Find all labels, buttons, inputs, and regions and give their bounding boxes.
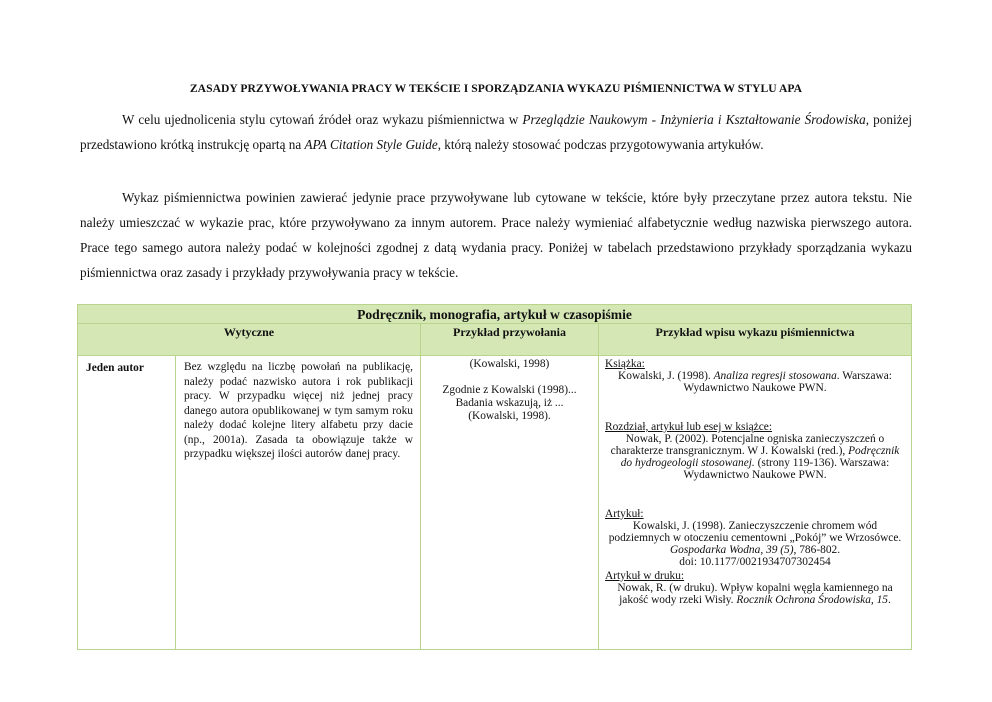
entry-label: Artykuł w druku: (605, 569, 685, 582)
journal-name: Przeglądzie Naukowym - Inżynieria i Kształtowanie Środowiska (522, 112, 866, 127)
entry-in-press (605, 570, 905, 607)
entry-text (605, 520, 905, 569)
entry-italic: Gospodarka Wodna, 39 (5), (669, 544, 797, 557)
page-title: ZASADY PRZYWOŁYWANIA PRACY W TEKŚCIE I SPORZĄDZANIA WYKAZU PIŚMIENNICTWA W STYLU APA (189, 82, 803, 95)
entry-label: Książka: (605, 358, 645, 370)
entry-text-a: Nowak, P. (2002). Potencjalne ogniska zanieczyszczeń o charakterze transgranicznym. W J. Kowalski (red.), (610, 432, 885, 458)
entry-italic: Rocznik Ochrona Środowiska, 15 (736, 594, 889, 607)
guideline-cell: Bez względu na liczbę powołań na publikację, należy podać nazwisko autora i rok publikacji pracy. W przypadku więcej niż jednej pracy danego autora opublikowanej w tym samym roku należy dodać kolejne litery alfabetu przy dacie (np., 2001a). Zasada ta obowiązuje także w przypadku większej ilości autorów danej pracy. (176, 356, 421, 650)
intro-paragraph (80, 107, 912, 157)
entry-italic: Podręcznik do hydrogeologii stosowanej. (620, 445, 900, 470)
intro-text-b: , poniżej przedstawiono krótką instrukcję opartą na (80, 112, 912, 152)
intro-text-c: , którą należy stosować podczas przygotowywania artykułów. (437, 137, 764, 152)
entry-label: Rozdział, artykuł lub esej w książce: (605, 420, 773, 433)
table-row (78, 356, 912, 650)
citation-example-1: (Kowalski, 1998) (469, 358, 550, 370)
citation-example-2: Zgodnie z Kowalski (1998)... (442, 384, 577, 396)
entry-text (605, 433, 905, 482)
entry-text-b: 786-802. (796, 544, 841, 557)
table-title: Podręcznik, monografia, artykuł w czasopiśmie (78, 305, 912, 324)
entry-text-b: . (888, 594, 891, 607)
entry-article (605, 508, 905, 569)
entry-text (605, 370, 905, 394)
col-header-citation: Przykład przywołania (421, 324, 599, 356)
reference-table (77, 304, 912, 650)
entry-book (605, 358, 905, 395)
col-header-entry: Przykład wpisu wykazu piśmiennictwa (599, 324, 912, 356)
entry-doi: doi: 10.1177/0021934707302454 (679, 556, 831, 569)
entry-text-b: (strony 119-136). Warszawa: Wydawnictwo Naukowe PWN. (683, 457, 890, 482)
rules-paragraph (80, 185, 912, 285)
citation-cell (421, 356, 599, 650)
entry-text-b: . Warszawa: Wydawnictwo Naukowe PWN. (683, 370, 892, 395)
entry-text-a: Nowak, R. (w druku). Wpływ kopalni węgla kamiennego na jakość wody rzeki Wisły. (617, 581, 893, 607)
entry-label: Artykuł: (605, 507, 644, 520)
citation-example-3: Badania wskazują, iż ... (455, 397, 564, 409)
author-type-cell: Jeden autor (78, 356, 176, 650)
col-header-guidelines: Wytyczne (78, 324, 421, 356)
entry-text-a: Kowalski, J. (1998). (618, 370, 714, 383)
entry-text-a: Kowalski, J. (1998). Zanieczyszczenie chromem wód podziemnych w otoczeniu cementowni „Pokój” we Wrzosówce. (608, 519, 902, 545)
citation-example-4: (Kowalski, 1998). (468, 410, 551, 422)
intro-text-a: W celu ujednolicenia stylu cytowań źródeł oraz wykazu piśmiennictwa w (122, 112, 523, 127)
entry-text (605, 582, 905, 606)
rules-text: Wykaz piśmiennictwa powinien zawierać jedynie prace przywoływane lub cytowane w tekście, które były przeczytane przez autora tekstu. Nie należy umieszczać w wykazie prac, które przywoływano za innym autorem. Prace należy wymieniać alfabetycznie według nazwiska pierwszego autora. Prace tego samego autora należy podać w kolejności zgodnej z datą wydania pracy. Poniżej w tabelach przedstawiono przykłady sporządzania wykazu piśmiennictwa oraz zasady i przykłady przywoływania pracy w tekście. (80, 190, 912, 280)
guide-name: APA Citation Style Guide (304, 137, 438, 152)
entries-cell (599, 356, 912, 650)
entry-italic: Analiza regresji stosowana (713, 370, 837, 383)
entry-chapter (605, 421, 905, 482)
